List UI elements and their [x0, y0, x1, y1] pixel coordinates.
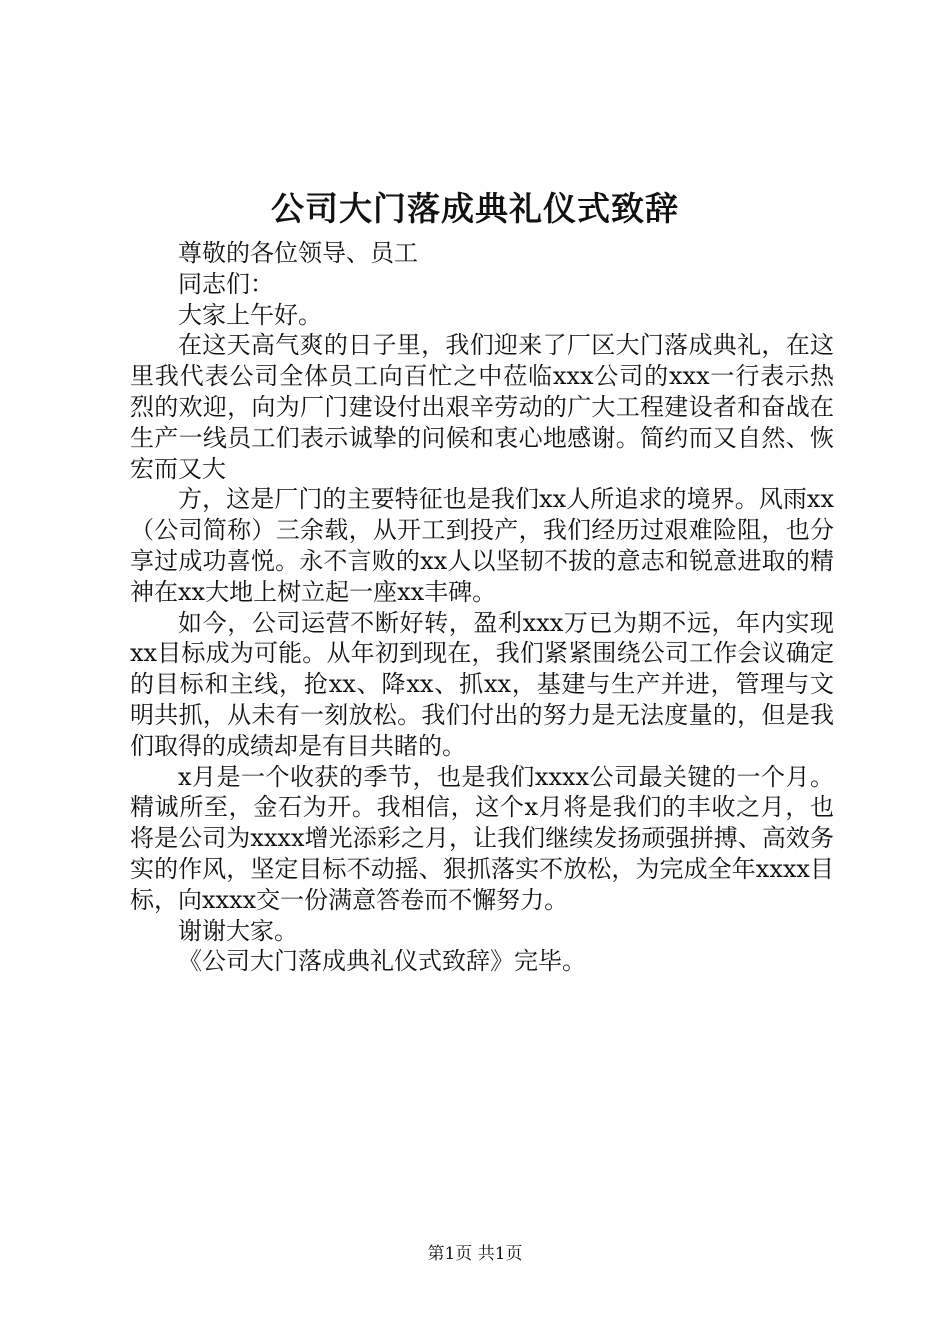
- document-title: 公司大门落成典礼仪式致辞: [271, 189, 679, 228]
- paragraph-salutation-cont: 同志们：: [178, 269, 274, 298]
- paragraph-end: 《公司大门落成典礼仪式致辞》完毕。: [178, 947, 586, 976]
- paragraph-outlook: x月是一个收获的季节，也是我们xxxx公司最关键的一个月。精诚所至，金石为开。我相信，这个x月将是我们的丰收之月，也将是公司为xxxx增光添彩之月，让我们继续发扬顽强拼搏、高效务实的作风，坚定目标不动摇、狠抓落实不放松，为完成全年xxxx目标，向xxxx交一份满意答卷而不懈努力。: [130, 762, 834, 914]
- paragraph-thanks: 谢谢大家。: [178, 916, 298, 945]
- paragraph-salutation: 尊敬的各位领导、员工: [178, 239, 418, 267]
- paragraph-progress: 如今，公司运营不断好转，盈利xxx万已为期不远，年内实现xx目标成为可能。从年初到现在，我们紧紧围绕公司工作会议确定的目标和主线，抢xx、降xx、抓xx，基建与生产并进，管理与文明共抓，从未有一刻放松。我们付出的努力是无法度量的，但是我们取得的成绩却是有目共睹的。: [130, 608, 834, 760]
- document-body: [130, 238, 834, 977]
- page-footer: 第1页 共1页: [427, 1244, 523, 1264]
- paragraph-greeting: 大家上午好。: [178, 300, 322, 329]
- paragraph-welcome: 在这天高气爽的日子里，我们迎来了厂区大门落成典礼，在这里我代表公司全体员工向百忙之中莅临xxx公司的xxx一行表示热烈的欢迎，向为厂门建设付出艰辛劳动的广大工程建设者和奋战在生产一线员工们表示诚挚的问候和衷心地感谢。简约而又自然、恢宏而又大: [130, 331, 834, 483]
- paragraph-history: 方，这是厂门的主要特征也是我们xx人所追求的境界。风雨xx（公司简称）三余载，从开工到投产，我们经历过艰难险阻，也分享过成功喜悦。永不言败的xx人以坚韧不拔的意志和锐意进取的精神在xx大地上树立起一座xx丰碑。: [130, 485, 834, 606]
